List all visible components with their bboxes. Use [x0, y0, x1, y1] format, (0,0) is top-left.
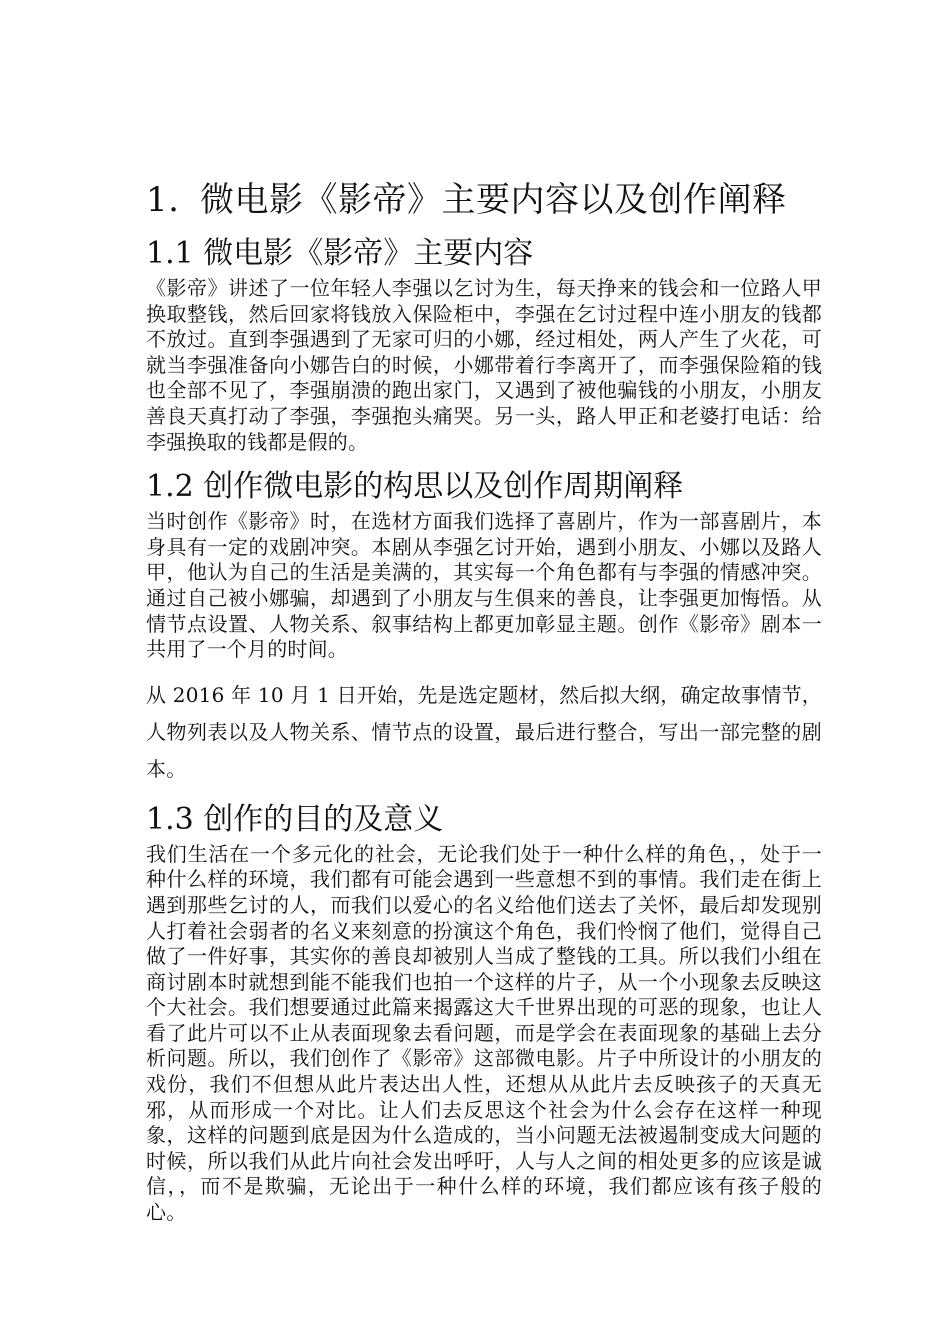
- document-page: [146, 178, 822, 1226]
- chapter-number: 1.: [146, 180, 180, 220]
- chapter-title: 微电影《影帝》主要内容以及创作阐释: [200, 180, 787, 220]
- section-concept-and-schedule: [146, 467, 822, 788]
- section-main-content: [146, 234, 822, 455]
- section-heading: 1.1 微电影《影帝》主要内容: [146, 236, 534, 271]
- paragraph: 当时创作《影帝》时，在选材方面我们选择了喜剧片，作为一部喜剧片，本身具有一定的戏剧冲突。本剧从李强乞讨开始，遇到小朋友、小娜以及路人甲，他认为自己的生活是美满的，其实每一个角色都有与李强的情感冲突。通过自己被小娜骗，却遇到了小朋友与生俱来的善良，让李强更加悔悟。从情节点设置、人物关系、叙事结构上都更加彰显主题。创作《影帝》剧本一共用了一个月的时间。: [146, 509, 822, 662]
- paragraph: 《影帝》讲述了一位年轻人李强以乞讨为生，每天挣来的钱会和一位路人甲换取整钱，然后回家将钱放入保险柜中，李强在乞讨过程中连小朋友的钱都不放过。直到李强遇到了无家可归的小娜，经过相处，两人产生了火花，可就当李强准备向小娜告白的时候，小娜带着行李离开了，而李强保险箱的钱也全部不见了，李强崩溃的跑出家门，又遇到了被他骗钱的小朋友，小朋友善良天真打动了李强，李强抱头痛哭。另一头，路人甲正和老婆打电话：给李强换取的钱都是假的。: [146, 276, 822, 454]
- section-purpose-and-meaning: [146, 800, 822, 1226]
- paragraph: 我们生活在一个多元化的社会，无论我们处于一种什么样的角色，，处于一种什么样的环境，我们都有可能会遇到一些意想不到的事情。我们走在街上遇到那些乞讨的人，而我们以爱心的名义给他们送去了关怀，最后却发现别人打着社会弱者的名义来刻意的扮演这个角色，我们怜悯了他们，觉得自己做了一件好事，其实你的善良却被别人当成了整钱的工具。所以我们小组在商讨剧本时就想到能不能我们也拍一个这样的片子，从一个小现象去反映这个大社会。我们想要通过此篇来揭露这大千世界出现的可恶的现象，也让人看了此片可以不止从表面现象去看问题，而是学会在表面现象的基础上去分析问题。所以，我们创作了《影帝》这部微电影。片子中所设计的小朋友的戏份，我们不但想从此片表达出人性，还想从从此片去反映孩子的天真无邪，从而形成一个对比。让人们去反思这个社会为什么会存在这样一种现象，这样的问题到底是因为什么造成的，当小问题无法被遏制变成大问题的时候，所以我们从此片向社会发出呼吁，人与人之间的相处更多的应该是诚信，，而不是欺骗，无论出于一种什么样的环境，我们都应该有孩子般的心。: [146, 841, 822, 1225]
- section-heading: 1.3 创作的目的及意义: [146, 801, 444, 837]
- section-heading: 1.2 创作微电影的构思以及创作周期阐释: [146, 469, 684, 505]
- paragraph: 从 2016 年 10 月 1 日开始，先是选定题材，然后拟大纲，确定故事情节，人物列表以及人物关系、情节点的设置，最后进行整合，写出一部完整的剧本。: [146, 682, 822, 781]
- chapter-heading: [146, 178, 822, 222]
